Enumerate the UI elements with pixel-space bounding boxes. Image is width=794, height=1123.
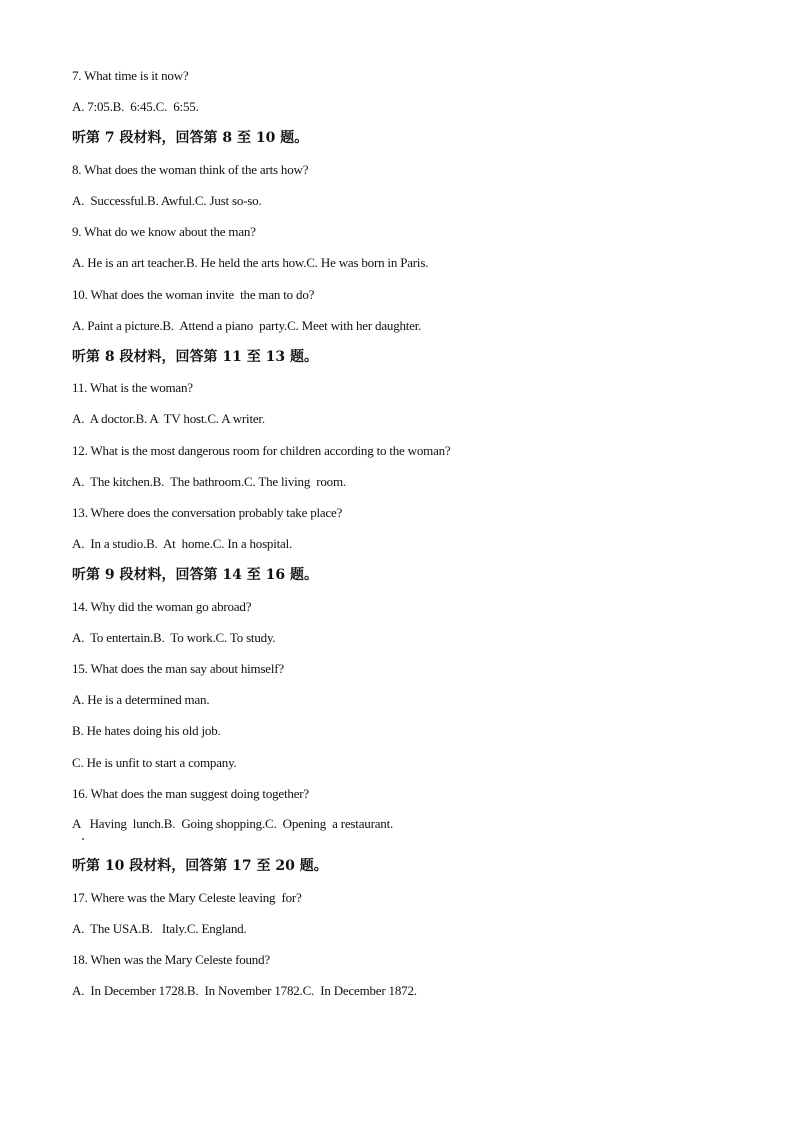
question-13: 13. Where does the conversation probably take place? xyxy=(72,505,343,520)
question-13-options: A. In a studio.B. At home.C. In a hospital. xyxy=(72,536,293,551)
question-10: 10. What does the woman invite the man to do? xyxy=(72,287,315,302)
question-15-option-c: C. He is unfit to start a company. xyxy=(72,755,237,770)
question-15-option-a: A. He is a determined man. xyxy=(72,692,210,707)
section-heading-8: 听第 8 段材料，回答第 11 至 13 题。 xyxy=(72,349,318,365)
question-8-options: A. Successful.B. Awful.C. Just so-so. xyxy=(72,193,262,208)
section-heading-10: 听第 10 段材料，回答第 17 至 20 题。 xyxy=(72,858,328,874)
question-17: 17. Where was the Mary Celeste leaving for? xyxy=(72,890,302,905)
question-11: 11. What is the woman? xyxy=(72,380,193,395)
question-15: 15. What does the man say about himself? xyxy=(72,661,284,676)
question-15-option-b: B. He hates doing his old job. xyxy=(72,723,221,738)
question-9-options: A. He is an art teacher.B. He held the arts how.C. He was born in Paris. xyxy=(72,255,429,270)
question-9: 9. What do we know about the man? xyxy=(72,224,256,239)
question-11-options: A. A doctor.B. A TV host.C. A writer. xyxy=(72,411,265,426)
question-7: 7. What time is it now? xyxy=(72,68,189,83)
question-8: 8. What does the woman think of the arts how? xyxy=(72,162,309,177)
question-16: 16. What does the man suggest doing together? xyxy=(72,786,309,801)
section-heading-9: 听第 9 段材料，回答第 14 至 16 题。 xyxy=(72,567,318,583)
question-18-options: A. In December 1728.B. In November 1782.C. In December 1872. xyxy=(72,983,417,998)
stray-dot xyxy=(82,838,84,840)
question-14-options: A. To entertain.B. To work.C. To study. xyxy=(72,630,276,645)
section-heading-7: 听第 7 段材料，回答第 8 至 10 题。 xyxy=(72,130,309,146)
question-12-options: A. The kitchen.B. The bathroom.C. The living room. xyxy=(72,474,346,489)
question-18: 18. When was the Mary Celeste found? xyxy=(72,952,270,967)
question-10-options: A. Paint a picture.B. Attend a piano party.C. Meet with her daughter. xyxy=(72,318,422,333)
question-7-options: A. 7:05.B. 6:45.C. 6:55. xyxy=(72,99,199,114)
question-14: 14. Why did the woman go abroad? xyxy=(72,599,252,614)
question-17-options: A. The USA.B. Italy.C. England. xyxy=(72,921,247,936)
question-12: 12. What is the most dangerous room for children according to the woman? xyxy=(72,443,451,458)
question-16-options: A Having lunch.B. Going shopping.C. Opening a restaurant. xyxy=(72,816,394,831)
